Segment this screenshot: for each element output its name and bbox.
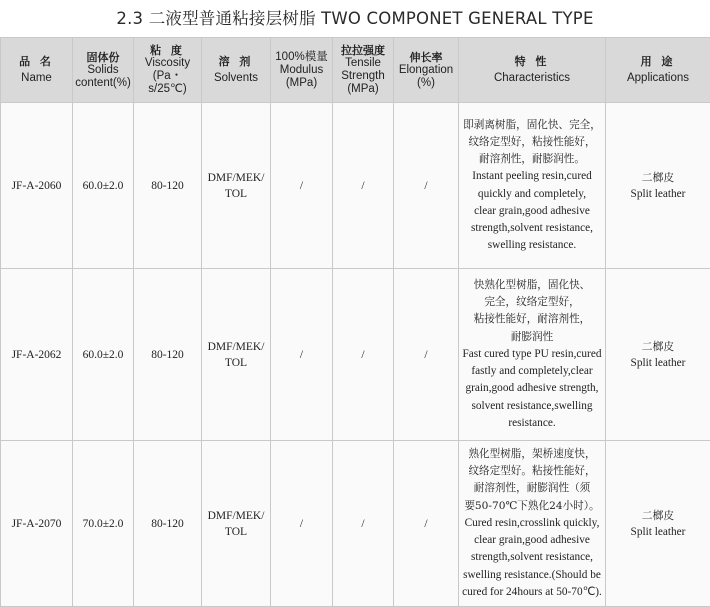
header-tensile-en2: Strength bbox=[333, 70, 393, 83]
header-name-cn: 品 名 bbox=[1, 55, 72, 68]
cell-solvents-line1: DMF/MEK/ bbox=[202, 339, 270, 355]
header-modulus-en: Modulus bbox=[271, 64, 332, 77]
char-en-line: clear grain,good adhesive bbox=[459, 203, 605, 220]
char-cn-line: 即剥离树脂，固化快、完全， bbox=[459, 117, 605, 134]
cell-solvents-line1: DMF/MEK/ bbox=[202, 170, 270, 186]
header-solvents bbox=[202, 38, 271, 103]
app-cn: 二榔皮 bbox=[606, 169, 710, 186]
header-characteristics-en: Characteristics bbox=[459, 72, 605, 85]
header-characteristics bbox=[459, 38, 606, 103]
cell-characteristics bbox=[459, 103, 606, 269]
header-solids-cn: 固体份 bbox=[73, 51, 133, 64]
cell-elongation: / bbox=[394, 441, 459, 607]
char-cn-line: 纹络定型好，粘接性能好， bbox=[459, 134, 605, 151]
cell-solids: 70.0±2.0 bbox=[73, 441, 134, 607]
app-en: Split leather bbox=[606, 186, 710, 203]
cell-solids: 60.0±2.0 bbox=[73, 269, 134, 441]
char-en-line: strength,solvent resistance, bbox=[459, 220, 605, 237]
char-en-line: swelling resistance.(Should be bbox=[459, 567, 605, 584]
cell-tensile: / bbox=[333, 269, 394, 441]
char-en-line: resistance. bbox=[459, 415, 605, 432]
product-spec-table bbox=[0, 37, 710, 607]
cell-modulus: / bbox=[271, 269, 333, 441]
cell-viscosity: 80-120 bbox=[134, 103, 202, 269]
cell-tensile: / bbox=[333, 103, 394, 269]
app-cn: 二榔皮 bbox=[606, 338, 710, 355]
header-applications-en: Applications bbox=[606, 72, 710, 85]
cell-solvents bbox=[202, 269, 271, 441]
cell-applications bbox=[606, 269, 710, 441]
char-en-line: swelling resistance. bbox=[459, 237, 605, 254]
header-viscosity-en: Viscosity bbox=[134, 57, 201, 70]
char-cn-line: 耐溶剂性，耐膨润性（须 bbox=[459, 480, 605, 497]
char-en-line: grain,good adhesive strength, bbox=[459, 380, 605, 397]
char-en-line: Cured resin,crosslink quickly, bbox=[459, 515, 605, 532]
app-en: Split leather bbox=[606, 355, 710, 372]
char-cn-line: 完全，纹络定型好， bbox=[459, 294, 605, 311]
header-elongation-en: Elongation bbox=[394, 64, 458, 77]
cell-applications bbox=[606, 441, 710, 607]
header-modulus-pct: 100%模量 bbox=[271, 51, 332, 64]
cell-solvents-line2: TOL bbox=[202, 524, 270, 540]
char-en-line: Instant peeling resin,cured bbox=[459, 168, 605, 185]
header-solids-en: Solids bbox=[73, 64, 133, 77]
header-elongation-unit: (%) bbox=[394, 77, 458, 90]
header-solvents-cn: 溶 剂 bbox=[202, 55, 270, 68]
table-row bbox=[1, 269, 710, 441]
char-en-line: cured for 24hours at 50-70℃). bbox=[459, 584, 605, 601]
header-tensile-cn: 拉拉强度 bbox=[333, 44, 393, 57]
header-characteristics-cn: 特 性 bbox=[459, 55, 605, 68]
char-en-line: quickly and completely, bbox=[459, 186, 605, 203]
char-cn-line: 要50-70℃下熟化24小时）。 bbox=[459, 498, 605, 515]
char-cn-line: 快熟化型树脂，固化快、 bbox=[459, 277, 605, 294]
cell-modulus: / bbox=[271, 103, 333, 269]
cell-modulus: / bbox=[271, 441, 333, 607]
header-modulus bbox=[271, 38, 333, 103]
header-applications bbox=[606, 38, 710, 103]
cell-applications bbox=[606, 103, 710, 269]
header-elongation-cn: 伸长率 bbox=[394, 51, 458, 64]
header-tensile-en: Tensile bbox=[333, 57, 393, 70]
char-en-line: solvent resistance,swelling bbox=[459, 398, 605, 415]
header-name-en: Name bbox=[1, 72, 72, 85]
header-modulus-unit: (MPa) bbox=[271, 77, 332, 90]
header-applications-cn: 用 途 bbox=[606, 55, 710, 68]
char-cn-line: 耐溶剂性，耐膨润性。 bbox=[459, 151, 605, 168]
cell-elongation: / bbox=[394, 103, 459, 269]
char-cn-line: 耐膨润性 bbox=[459, 329, 605, 346]
cell-solvents-line2: TOL bbox=[202, 186, 270, 202]
cell-name: JF-A-2070 bbox=[1, 441, 73, 607]
char-en-line: fastly and completely,clear bbox=[459, 363, 605, 380]
cell-tensile: / bbox=[333, 441, 394, 607]
cell-characteristics bbox=[459, 269, 606, 441]
cell-solids: 60.0±2.0 bbox=[73, 103, 134, 269]
app-en: Split leather bbox=[606, 524, 710, 541]
cell-viscosity: 80-120 bbox=[134, 269, 202, 441]
cell-solvents-line2: TOL bbox=[202, 355, 270, 371]
header-viscosity-cn: 粘 度 bbox=[134, 44, 201, 57]
char-en-line: strength,solvent resistance, bbox=[459, 549, 605, 566]
header-viscosity-unit: (Pa・s/25℃) bbox=[134, 70, 201, 96]
cell-name: JF-A-2060 bbox=[1, 103, 73, 269]
header-elongation bbox=[394, 38, 459, 103]
table-row bbox=[1, 103, 710, 269]
header-name bbox=[1, 38, 73, 103]
char-cn-line: 熟化型树脂，架桥速度快， bbox=[459, 446, 605, 463]
app-cn: 二榔皮 bbox=[606, 507, 710, 524]
page-title: 2.3 二液型普通粘接层树脂 TWO COMPONET GENERAL TYPE bbox=[0, 0, 710, 37]
table-row bbox=[1, 441, 710, 607]
cell-solvents bbox=[202, 103, 271, 269]
header-tensile bbox=[333, 38, 394, 103]
header-solvents-en: Solvents bbox=[202, 72, 270, 85]
cell-characteristics bbox=[459, 441, 606, 607]
cell-solvents-line1: DMF/MEK/ bbox=[202, 508, 270, 524]
cell-solvents bbox=[202, 441, 271, 607]
header-solids-en2: content(%) bbox=[73, 77, 133, 90]
char-cn-line: 纹络定型好。粘接性能好， bbox=[459, 463, 605, 480]
header-tensile-unit: (MPa) bbox=[333, 83, 393, 96]
cell-viscosity: 80-120 bbox=[134, 441, 202, 607]
cell-elongation: / bbox=[394, 269, 459, 441]
header-solids bbox=[73, 38, 134, 103]
char-en-line: Fast cured type PU resin,cured bbox=[459, 346, 605, 363]
char-cn-line: 粘接性能好，耐溶剂性， bbox=[459, 311, 605, 328]
header-viscosity bbox=[134, 38, 202, 103]
table-header-row bbox=[1, 38, 710, 103]
cell-name: JF-A-2062 bbox=[1, 269, 73, 441]
char-en-line: clear grain,good adhesive bbox=[459, 532, 605, 549]
